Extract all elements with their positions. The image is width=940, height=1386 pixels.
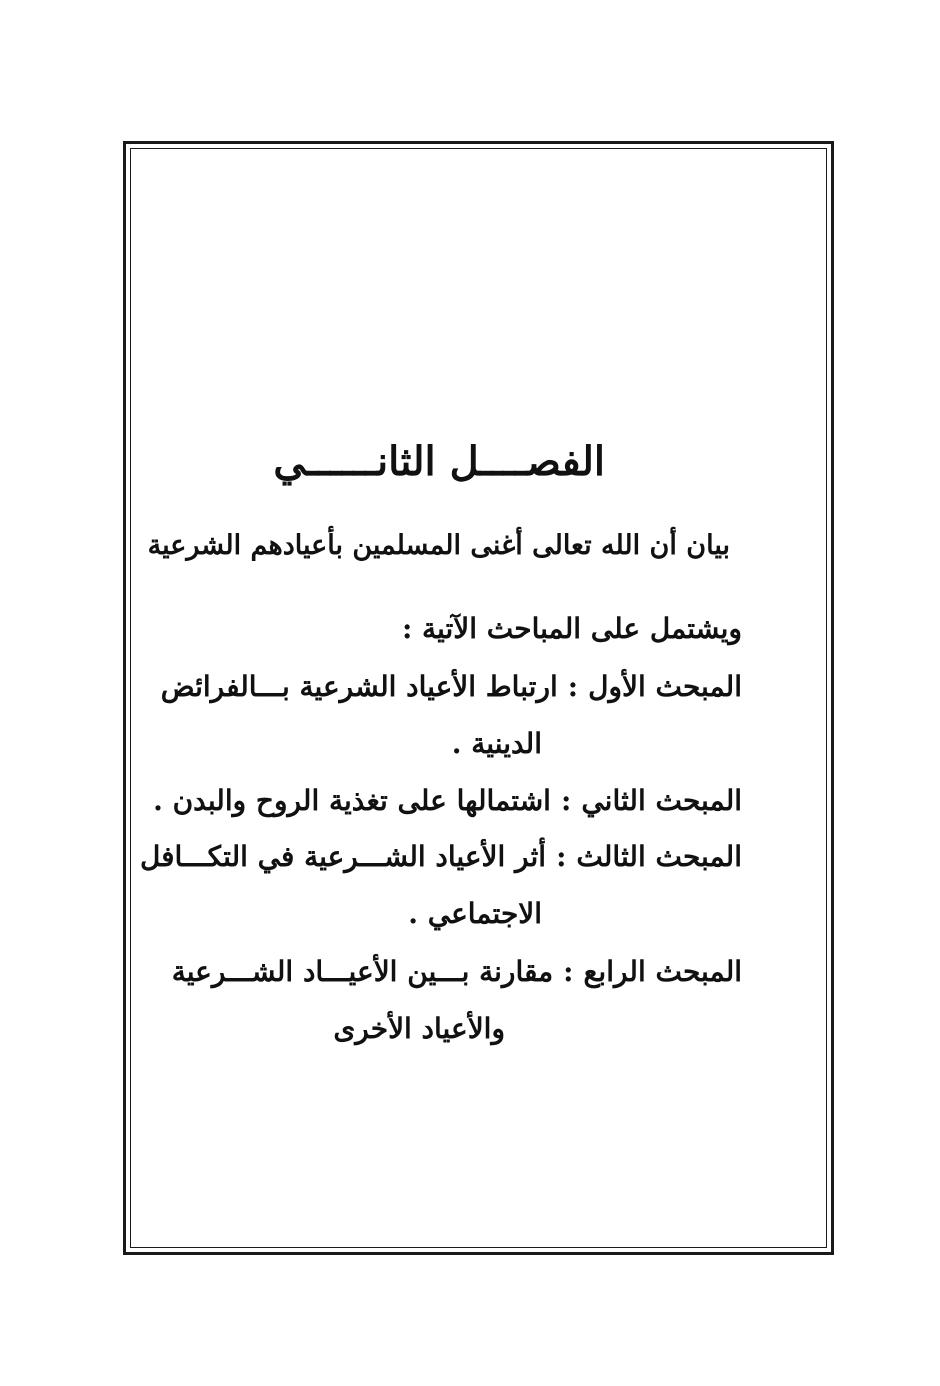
section-topic: أثر الأعياد الشـــرعية في التكـــافل xyxy=(139,840,547,873)
section-topic: اشتمالها على تغذية الروح والبدن . xyxy=(153,784,551,817)
section-row-1 xyxy=(161,670,742,703)
chapter-subtitle: بيان أن الله تعالى أغنى المسلمين بأعيادهم الشرعية xyxy=(147,530,730,561)
sections-intro: ويشتمل على المباحث الآتية : xyxy=(401,612,742,645)
section-topic: مقارنة بـــين الأعيـــاد الشـــرعية xyxy=(171,955,554,988)
section-separator: : xyxy=(560,784,572,817)
section-label: المبحث الثاني xyxy=(581,784,742,817)
section-label: المبحث الأول xyxy=(588,670,742,703)
section-continuation-3: الاجتماعي . xyxy=(408,897,542,930)
section-continuation-4: والأعياد الأخرى xyxy=(333,1012,505,1045)
chapter-title: الفصــــل الثانــــــي xyxy=(273,438,605,485)
section-continuation-1: الدينية . xyxy=(451,727,542,760)
section-row-2 xyxy=(153,784,742,817)
section-row-3 xyxy=(140,840,742,873)
section-separator: : xyxy=(556,840,567,873)
section-separator: : xyxy=(567,670,579,703)
section-label: المبحث الثالث xyxy=(576,840,742,873)
section-row-4 xyxy=(172,955,742,988)
section-topic: ارتباط الأعياد الشرعية بـــالفرائض xyxy=(160,670,558,703)
section-separator: : xyxy=(563,955,574,988)
section-label: المبحث الرابع xyxy=(583,955,742,988)
